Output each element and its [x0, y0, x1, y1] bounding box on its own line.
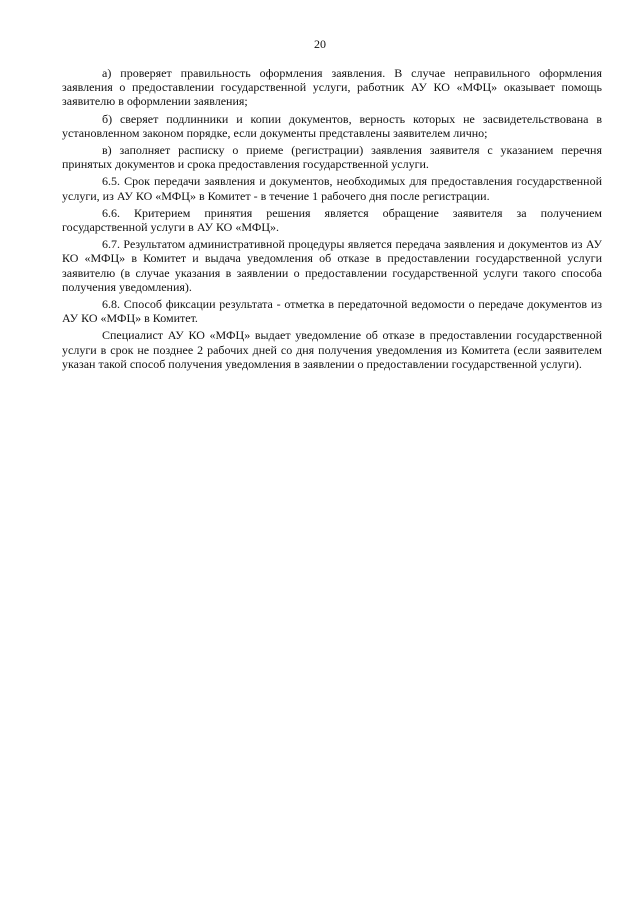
paragraph-specialist: Специалист АУ КО «МФЦ» выдает уведомление об отказе в предоставлении государственной услуги в срок не позднее 2 рабочих дней со дня получения уведомления из Комитета (если заявителем указан такой способ получения уведомления в заявлении о предоставлении государственной услуги).	[62, 328, 602, 371]
paragraph-6-7: 6.7. Результатом административной процедуры является передача заявления и документов из АУ КО «МФЦ» в Комитет и выдача уведомления об отказе в предоставлении государственной услуги заявителю (в случае указания в заявлении о предоставлении государственной услуги такого способа получения уведомления).	[62, 237, 602, 294]
paragraph-c: в) заполняет расписку о приеме (регистрации) заявления заявителя с указанием перечня принятых документов и срока предоставления государственной услуги.	[62, 143, 602, 172]
paragraph-a: а) проверяет правильность оформления заявления. В случае неправильного оформления заявления о предоставлении государственной услуги, работник АУ КО «МФЦ» оказывает помощь заявителю в оформлении заявления;	[62, 66, 602, 109]
paragraph-b: б) сверяет подлинники и копии документов, верность которых не засвидетельствована в установленном законом порядке, если документы представлены заявителем лично;	[62, 111, 602, 140]
page-number: 20	[314, 37, 326, 51]
paragraph-6-8: 6.8. Способ фиксации результата - отметка в передаточной ведомости о передаче документов из АУ КО «МФЦ» в Комитет.	[62, 297, 602, 326]
document-body	[62, 66, 602, 374]
paragraph-6-6: 6.6. Критерием принятия решения является обращение заявителя за получением государственной услуги в АУ КО «МФЦ».	[62, 205, 602, 235]
paragraph-6-5: 6.5. Срок передачи заявления и документов, необходимых для предоставления государственной услуги, из АУ КО «МФЦ» в Комитет - в течение 1 рабочего дня после регистрации.	[62, 174, 602, 203]
